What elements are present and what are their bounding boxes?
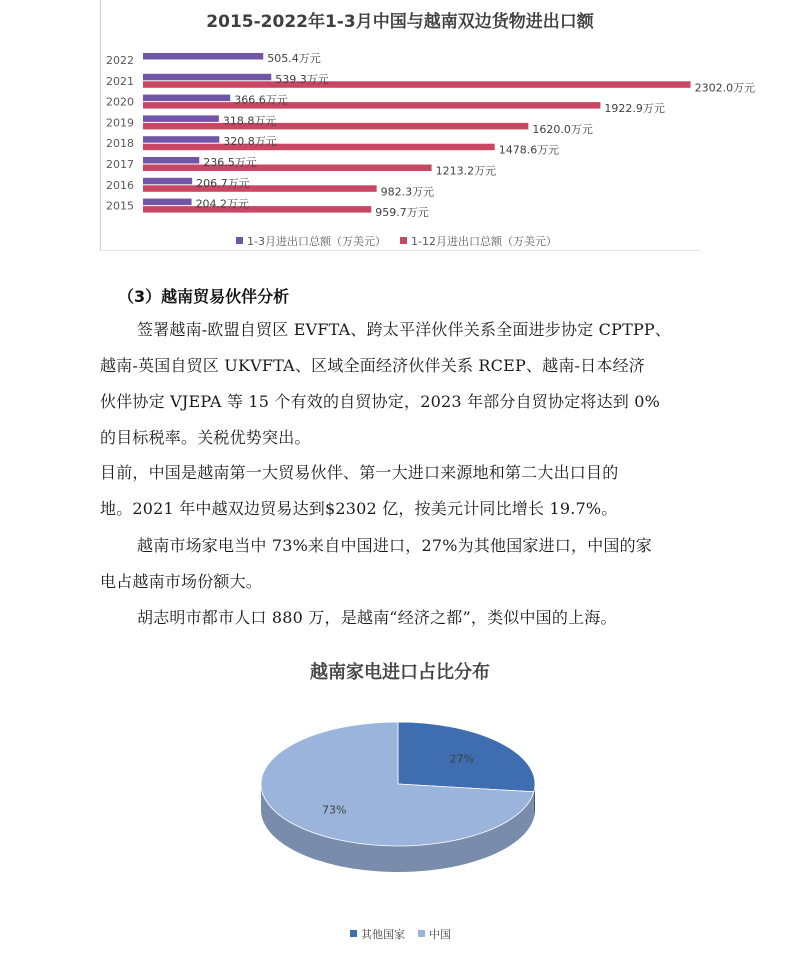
bar-annual bbox=[143, 165, 432, 172]
legend-label: 中国 bbox=[429, 928, 451, 941]
data-label-annual: 982.3万元 bbox=[380, 185, 435, 199]
pie-chart-title: 越南家电进口占比分布 bbox=[310, 662, 490, 683]
pie-data-label: 73% bbox=[322, 803, 347, 817]
y-tick-label: 2019 bbox=[106, 116, 134, 130]
paragraph-line: 地。2021 年中越双边贸易达到$2302 亿，按美元计同比增长 19.7%。 bbox=[100, 499, 618, 518]
legend-swatch bbox=[418, 930, 425, 937]
section-heading: （3）越南贸易伙伴分析 bbox=[118, 287, 290, 306]
bar-q1 bbox=[143, 95, 230, 102]
bar-q1 bbox=[143, 157, 199, 164]
paragraph-line: 越南-英国自贸区 UKVFTA、区域全面经济伙伴关系 RCEP、越南-日本经济 bbox=[100, 356, 645, 375]
bar-annual bbox=[143, 81, 691, 88]
paragraph-line: 电占越南市场份额大。 bbox=[100, 572, 263, 591]
data-label-q1: 206.7万元 bbox=[196, 176, 250, 190]
legend-swatch bbox=[350, 930, 357, 937]
bar-annual bbox=[143, 102, 600, 109]
data-label-q1: 236.5万元 bbox=[203, 156, 257, 169]
pie-data-label: 27% bbox=[449, 752, 474, 766]
data-label-q1: 320.8万元 bbox=[223, 135, 277, 149]
bar-annual bbox=[143, 123, 528, 129]
data-label-annual: 2302.0万元 bbox=[694, 81, 756, 95]
bar-q1 bbox=[143, 178, 192, 185]
paragraph-line: 胡志明市都市人口 880 万，是越南“经济之都”，类似中国的上海。 bbox=[137, 608, 617, 627]
data-label-annual: 1620.0万元 bbox=[532, 122, 593, 136]
bar-q1 bbox=[143, 115, 219, 122]
paragraph-line: 越南市场家电当中 73%来自中国进口，27%为其他国家进口，中国的家 bbox=[137, 536, 653, 555]
data-label-annual: 1213.2万元 bbox=[435, 164, 497, 178]
bar-q1 bbox=[143, 136, 219, 143]
data-label-q1: 539.3万元 bbox=[275, 72, 329, 86]
y-tick-label: 2018 bbox=[106, 137, 134, 151]
legend-swatch bbox=[400, 237, 407, 244]
bar-annual bbox=[143, 144, 495, 151]
bar-q1 bbox=[143, 53, 263, 60]
data-label-q1: 204.2万元 bbox=[195, 197, 250, 211]
data-label-annual: 1478.6万元 bbox=[498, 143, 560, 157]
paragraph-line: 伙伴协定 VJEPA 等 15 个有效的自贸协定，2023 年部分自贸协定将达到 0% bbox=[100, 392, 661, 411]
bar-chart-svg bbox=[100, 0, 756, 252]
paragraph-line: 目前，中国是越南第一大贸易伙伴、第一大进口来源地和第二大出口目的 bbox=[100, 463, 619, 482]
y-tick-label: 2017 bbox=[106, 158, 134, 171]
data-label-q1: 366.6万元 bbox=[234, 93, 288, 107]
bar-annual bbox=[143, 206, 371, 213]
legend-label: 其他国家 bbox=[361, 928, 405, 941]
pie-chart-svg bbox=[0, 640, 800, 959]
paragraph-line: 签署越南-欧盟自贸区 EVFTA、跨太平洋伙伴关系全面进步协定 CPTPP、 bbox=[137, 320, 672, 339]
y-tick-label: 2015 bbox=[106, 199, 134, 213]
bar-chart bbox=[100, 0, 756, 252]
legend-label: 1-12月进出口总额（万美元） bbox=[411, 235, 557, 248]
bar-chart-title: 2015-2022年1-3月中国与越南双边货物进出口额 bbox=[206, 12, 594, 32]
data-label-q1: 505.4万元 bbox=[267, 52, 321, 65]
bar-annual bbox=[143, 185, 377, 192]
paragraph-line: 的目标税率。关税优势突出。 bbox=[100, 428, 311, 447]
y-tick-label: 2020 bbox=[106, 95, 134, 109]
y-tick-label: 2022 bbox=[106, 54, 134, 67]
legend-label: 1-3月进出口总额（万美元） bbox=[247, 235, 386, 248]
data-label-annual: 959.7万元 bbox=[375, 206, 429, 220]
y-tick-label: 2016 bbox=[106, 178, 134, 192]
y-tick-label: 2021 bbox=[106, 74, 134, 88]
data-label-annual: 1922.9万元 bbox=[604, 102, 665, 116]
bar-q1 bbox=[143, 199, 192, 206]
pie-chart bbox=[0, 640, 800, 959]
legend-swatch bbox=[236, 237, 243, 244]
bar-q1 bbox=[143, 74, 271, 81]
data-label-q1: 318.8万元 bbox=[222, 114, 277, 128]
